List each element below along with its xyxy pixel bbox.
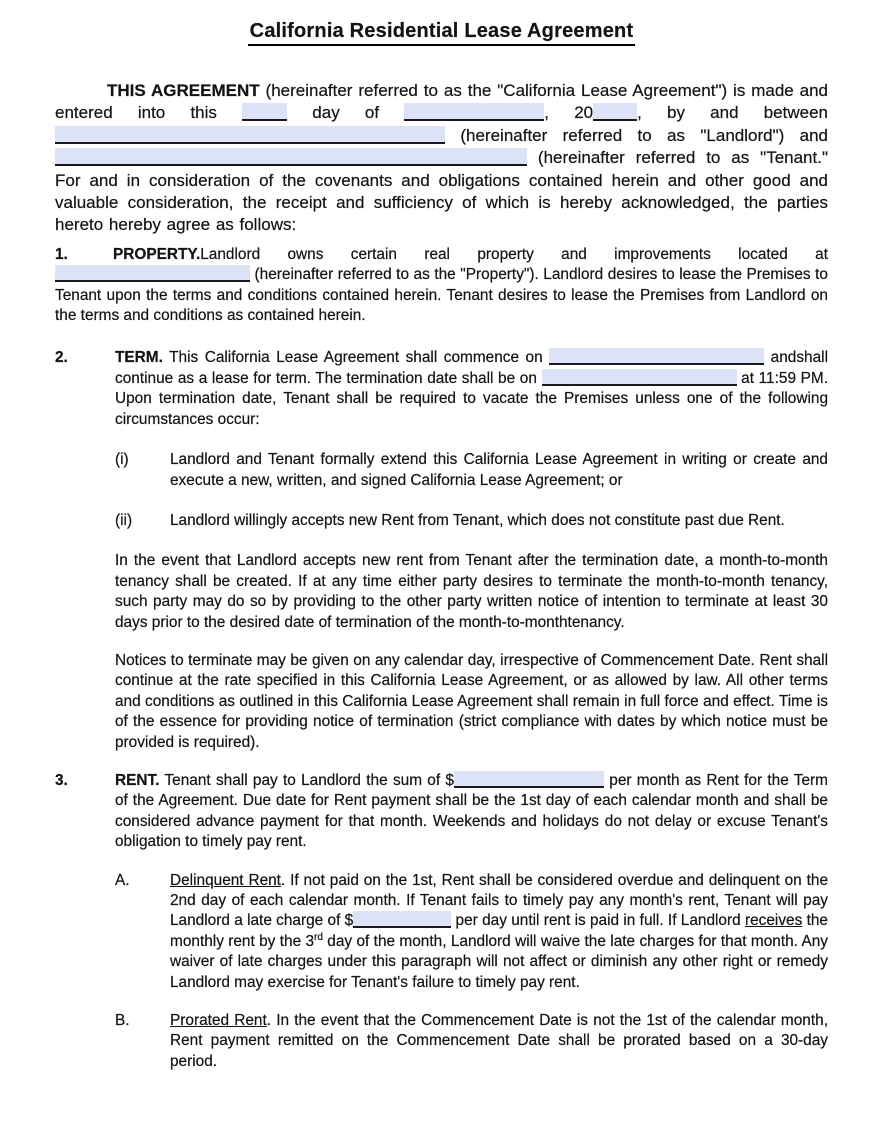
section-2-text: andshall continue as a lease for term. The termination date shall be on (115, 349, 828, 387)
subsection-a-text: . If not paid on the 1st, Rent shall be considered overdue and delinquent on the 2nd day of each calendar month. If Tenant fails to timely pay any month's rent, Tenant will pay Landlord a late charge of $ (170, 871, 829, 930)
late-charge-field[interactable] (353, 911, 451, 928)
section-1-number: 1. (55, 245, 68, 263)
clause-ii (115, 511, 828, 531)
intro-paragraph (55, 80, 828, 237)
section-1-label: PROPERTY. (113, 245, 201, 263)
month-to-month-paragraph: In the event that Landlord accepts new rent from Tenant after the termination date, a month-to-month tenancy shall be created. If at any time either party desires to terminate the month-to-month tenancy, such party may do so by providing to the other party written notice of intention to terminate at least 30 days prior to the desired date of termination of the month-to-monthtenancy. (115, 552, 828, 631)
month-field[interactable] (404, 103, 544, 121)
section-2-term (55, 348, 828, 430)
property-address-field[interactable] (55, 265, 250, 282)
intro-text: , by and between (637, 103, 828, 123)
year-field[interactable] (593, 103, 637, 121)
landlord-name-field[interactable] (55, 126, 445, 144)
intro-text: day of (287, 103, 405, 123)
subsection-b-prorated-rent (115, 1011, 828, 1072)
clause-ii-text: Landlord willingly accepts new Rent from Tenant, which does not constitute past due Rent. (170, 511, 785, 529)
title-row (55, 20, 828, 46)
intro-text: (hereinafter referred to as the "California Lease Agreement") is made and entered into this (55, 81, 829, 123)
subsection-a-delinquent-rent (115, 871, 829, 993)
clause-ii-number: (ii) (115, 511, 133, 529)
section-2-text: This California Lease Agreement shall commence on (162, 349, 550, 367)
subsection-b-number: B. (115, 1012, 130, 1030)
section-2-text: at 11:59 PM. Upon termination date, Tenant shall be required to vacate the Premises unless one of the following circumstances occur: (115, 369, 828, 428)
section-3-number: 3. (55, 771, 68, 789)
subsection-a-text: the monthly rent by the 3 (170, 912, 828, 950)
commencement-date-field[interactable] (549, 348, 764, 365)
clause-i (115, 450, 828, 491)
termination-date-field[interactable] (542, 369, 737, 386)
subsection-b-text: . In the event that the Commencement Date is not the 1st of the calendar month, Rent payment remitted on the Commencement Date shall be prorated based on a 30-day period. (170, 1012, 828, 1070)
intro-text: , 20 (544, 103, 594, 123)
section-3-rent (55, 771, 828, 853)
clause-i-text: Landlord and Tenant formally extend this California Lease Agreement in writing or create and execute a new, written, and signed California Lease Agreement; or (170, 451, 828, 489)
subsection-a-text: day of the month, Landlord will waive the late charges for that month. Any waiver of late charges under this paragraph will not affect or diminish any other right or remedy Landlord may exercise for Tenant's failure to timely pay rent. (170, 932, 828, 991)
subsection-a-number: A. (115, 871, 130, 889)
intro-text: (hereinafter referred to as "Landlord") and (445, 125, 828, 145)
subsection-a-label: Delinquent Rent (170, 871, 281, 889)
clause-i-number: (i) (115, 451, 129, 469)
section-3-label: RENT. (115, 771, 160, 789)
section-1-text: Landlord owns certain real property and improvements located at (200, 245, 828, 263)
ordinal-superscript: rd (314, 931, 323, 943)
section-1-text: (hereinafter referred to as the "Property"). Landlord desires to lease the Premises to Tenant upon the terms and conditions contained herein. Tenant desires to lease the Premises from Landlord on the terms and conditions as contained herein. (55, 266, 828, 325)
section-1-property (55, 245, 828, 327)
day-field[interactable] (242, 103, 287, 121)
intro-text: (hereinafter referred to as "Tenant." For and in consideration of the covenants and obligations contained herein and other good and valuable consideration, the receipt and sufficiency of which is hereby acknowledged, the parties hereto hereby agree as follows: (55, 148, 828, 235)
section-2-number: 2. (55, 349, 68, 367)
intro-lead: THIS AGREEMENT (107, 81, 260, 100)
monthly-rent-field[interactable] (454, 771, 604, 788)
subsection-a-underlined-word: receives (744, 912, 803, 930)
section-3-text: Tenant shall pay to Landlord the sum of $ (159, 771, 454, 789)
subsection-b-label: Prorated Rent (170, 1012, 267, 1030)
tenant-name-field[interactable] (55, 148, 527, 166)
section-2-label: TERM. (115, 349, 163, 367)
termination-notice-paragraph: Notices to terminate may be given on any calendar day, irrespective of Commencement Date. Rent shall continue at the rate specified in this California Lease Agreement, or as allowed by law. All other terms and conditions as outlined in this California Lease Agreement shall remain in full force and effect. Time is of the essence for providing notice of termination (strict compliance with dates by which notice must be provided is required). (115, 651, 828, 751)
document-title: California Residential Lease Agreement (248, 20, 636, 46)
subsection-a-text: per day until rent is paid in full. If Landlord (451, 912, 745, 930)
section-3-text: per month as Rent for the Term of the Agreement. Due date for Rent payment shall be the 1st day of each calendar month and shall be considered advance payment for that month. Weekends and holidays do not delay or excuse Tenant's obligation to timely pay rent. (115, 771, 828, 851)
